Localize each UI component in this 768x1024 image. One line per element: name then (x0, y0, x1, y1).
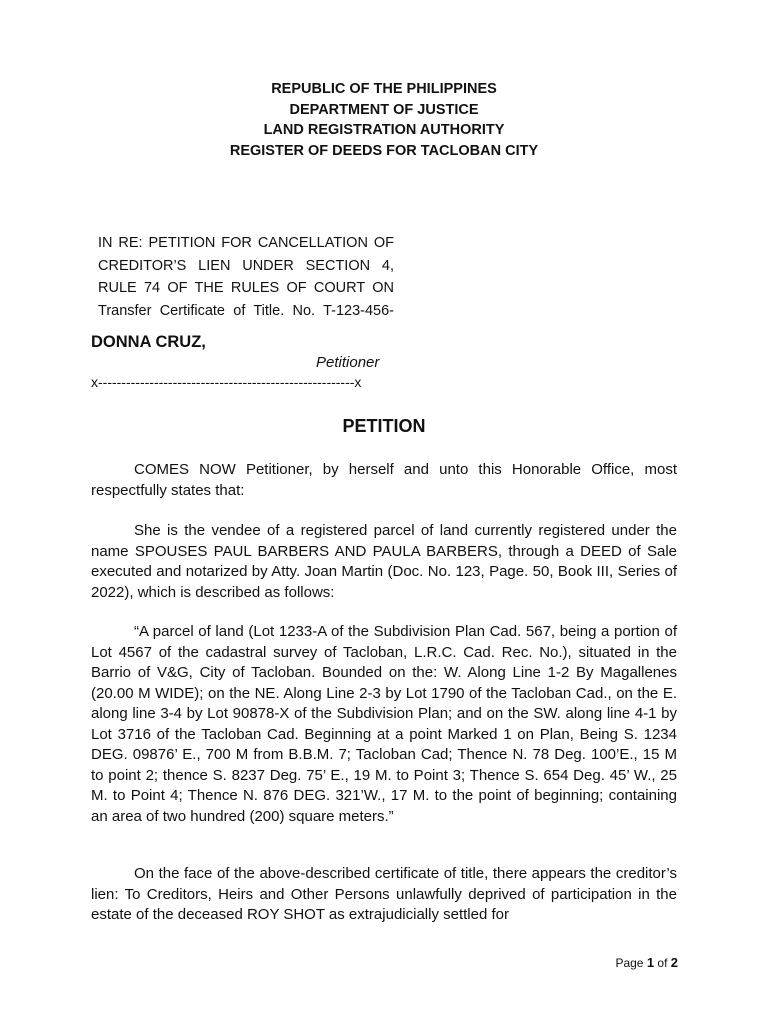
petitioner-role: Petitioner (316, 354, 380, 371)
header-line-authority: LAND REGISTRATION AUTHORITY (263, 122, 505, 138)
body-paragraph-4 (91, 864, 677, 926)
petitioner-name: DONNA CRUZ, (91, 333, 206, 351)
page-label: Page (615, 956, 644, 970)
case-caption: IN RE: PETITION FOR CANCELLATION OF CREDITOR’S LIEN UNDER SECTION 4, RULE 74 OF THE RULES OF COURT ON Transfer Certificate of Title. No. T-123-456- (98, 235, 394, 319)
paragraph-text: “A parcel of land (Lot 1233-A of the Subdivision Plan Cad. 567, being a portion of Lot 4567 of the cadastral survey of Tacloban, L.R.C. Cad. Rec. No.), situated in the Barrio of V&G, City of Tacloban. Bounded on the: W. Along Line 1-2 By Magallenes (20.00 M WIDE); on the NE. Along Line 2-3 by Lot 1790 of the Tacloban Cad., on the E. along line 3-4 by Lot 90878-X of the Subdivision Plan; and on the SW. along line 4-1 by Lot 3716 of the Tacloban Cad. Beginning at a point Marked 1 on Plan, Being S. 1234 DEG. 09876’ E., 700 M from B.B.M. 7; Tacloban Cad; Thence N. 78 Deg. 100’E., 15 M to point 2; thence S. 8237 Deg. 75’ E., 19 M. to Point 3; Thence S. 654 Deg. 45’ W., 25 M. to Point 4; Thence N. 876 DEG. 321’W., 17 M. to the point of beginning; containing an area of two hundred (200) square meters.” (91, 623, 677, 825)
caption-separator: x-------------------------------------------------------x (91, 374, 362, 390)
paragraph-text: She is the vendee of a registered parcel of land currently registered under the name SPOUSES PAUL BARBERS AND PAULA BARBERS, through a DEED of Sale executed and notarized by Atty. Joan Martin (Doc. No. 123, Page. 50, Book III, Series of 2022), which is described as follows: (91, 522, 677, 601)
paragraph-text: COMES NOW Petitioner, by herself and unto this Honorable Office, most respectfully states that: (91, 461, 677, 499)
page-number-footer (615, 955, 678, 970)
body-paragraph-land-description (91, 622, 677, 827)
document-header (0, 79, 768, 161)
header-line-republic: REPUBLIC OF THE PHILIPPINES (271, 81, 497, 97)
body-paragraph-1 (91, 460, 677, 501)
total-pages-number: 2 (670, 955, 678, 970)
of-label: of (657, 956, 668, 970)
paragraph-text: On the face of the above-described certificate of title, there appears the creditor’s lien: To Creditors, Heirs and Other Persons unlawfully deprived of participation in the estate of the deceased ROY SHOT as extrajudicially settled for (91, 865, 677, 923)
current-page-number: 1 (646, 955, 655, 970)
body-paragraph-2 (91, 521, 677, 603)
header-line-department: DEPARTMENT OF JUSTICE (289, 101, 479, 118)
header-line-register: REGISTER OF DEEDS FOR TACLOBAN CITY (229, 142, 539, 159)
document-title: PETITION (342, 416, 426, 436)
